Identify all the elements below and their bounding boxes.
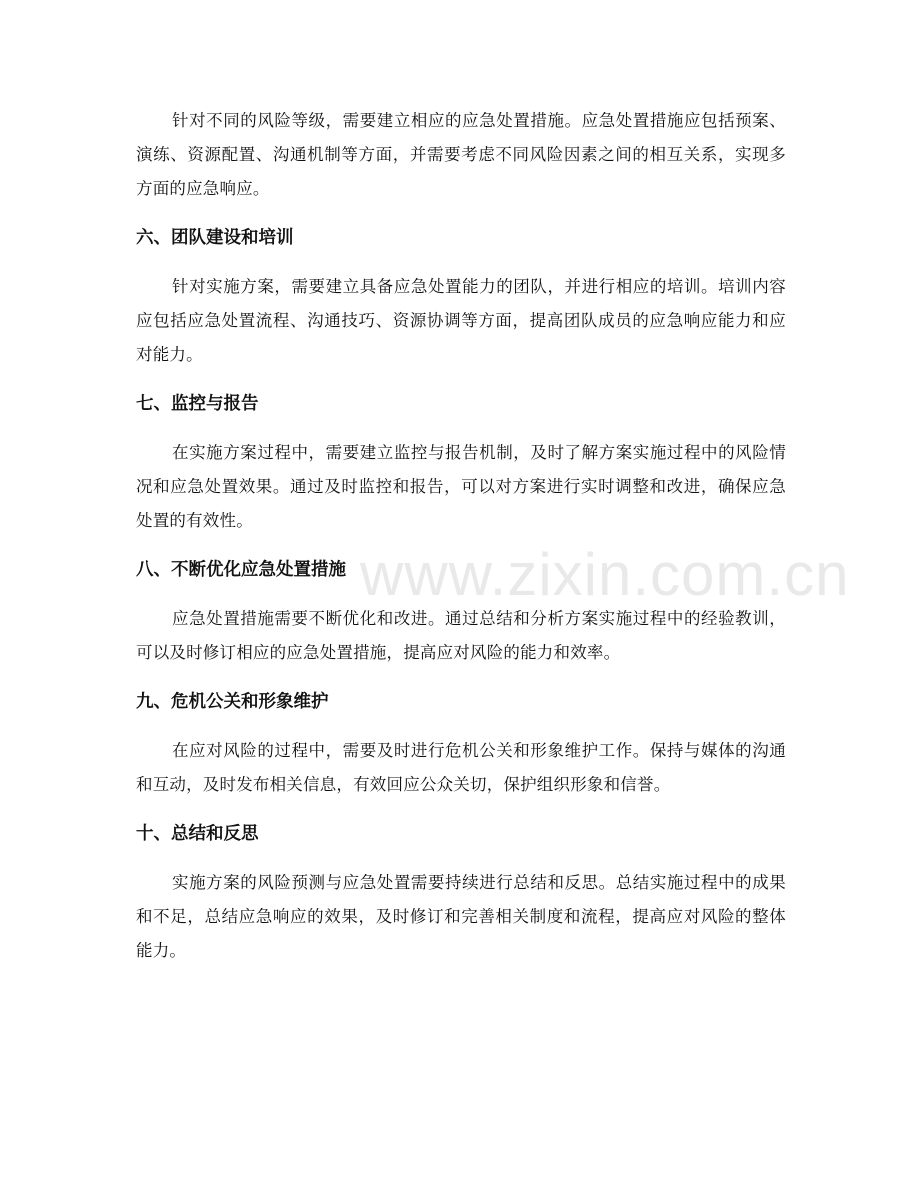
section-heading-crisis-pr: 九、危机公关和形象维护 [136, 692, 329, 712]
document-body [136, 104, 786, 968]
section-heading-optimization: 八、不断优化应急处置措施 [136, 560, 346, 580]
section-body-optimization: 应急处置措施需要不断优化和改进。通过总结和分析方案实施过程中的经验教训，可以及时修订相应的应急处置措施，提高应对风险的能力和效率。 [136, 609, 786, 662]
paragraph-emergency-measures: 针对不同的风险等级，需要建立相应的应急处置措施。应急处置措施应包括预案、演练、资源配置、沟通机制等方面，并需要考虑不同风险因素之间的相互关系，实现多方面的应急响应。 [136, 111, 786, 198]
section-body-summary: 实施方案的风险预测与应急处置需要持续进行总结和反思。总结实施过程中的成果和不足，总结应急响应的效果，及时修订和完善相关制度和流程，提高应对风险的整体能力。 [136, 873, 786, 960]
section-heading-summary: 十、总结和反思 [136, 824, 259, 844]
section-body-team-training: 针对实施方案，需要建立具备应急处置能力的团队，并进行相应的培训。培训内容应包括应急处置流程、沟通技巧、资源协调等方面，提高团队成员的应急响应能力和应对能力。 [136, 277, 786, 364]
section-body-crisis-pr: 在应对风险的过程中，需要及时进行危机公关和形象维护工作。保持与媒体的沟通和互动，及时发布相关信息，有效回应公众关切，保护组织形象和信誉。 [136, 741, 786, 794]
section-heading-team-training: 六、团队建设和培训 [136, 228, 294, 248]
section-heading-monitoring: 七、监控与报告 [136, 394, 259, 414]
section-body-monitoring: 在实施方案过程中，需要建立监控与报告机制，及时了解方案实施过程中的风险情况和应急处置效果。通过及时监控和报告，可以对方案进行实时调整和改进，确保应急处置的有效性。 [136, 443, 786, 530]
watermark: www.zixin.com.cn [360, 541, 850, 608]
